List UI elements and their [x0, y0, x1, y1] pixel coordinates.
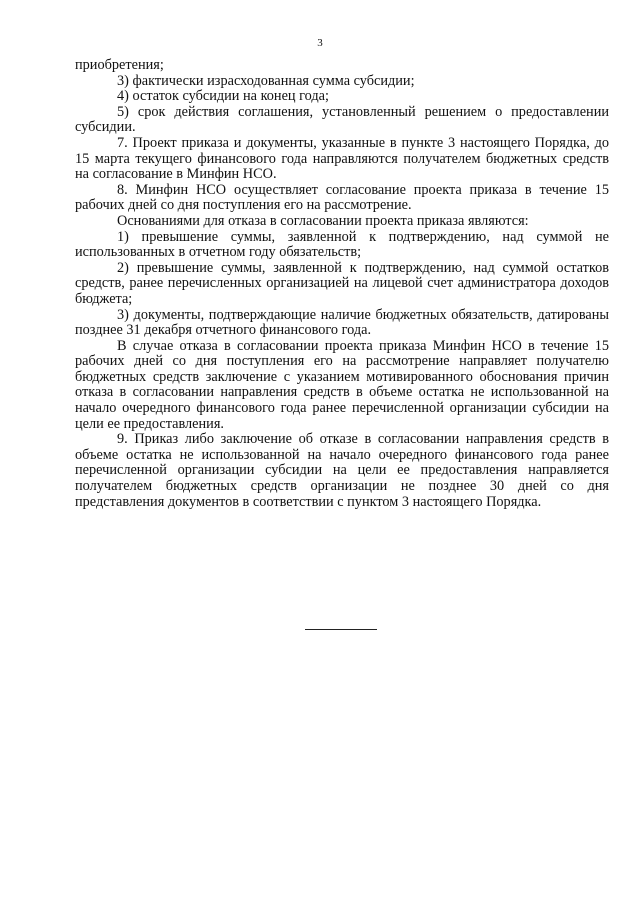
paragraph: 1) превышение суммы, заявленной к подтверждению, над суммой не использованных в отчетном году обязательств; — [75, 228, 609, 261]
paragraph: Основаниями для отказа в согласовании проекта приказа являются: — [117, 212, 529, 229]
paragraph: 9. Приказ либо заключение об отказе в согласовании направления средств в объеме остатка не использованной на начало очередного финансового года ранее перечисленной организации субсидии на цели ее предоставления направляется получателем бюджетных средств организации не позднее 30 дней со дня представления документов в соответствии с пунктом 3 настоящего Порядка. — [75, 431, 609, 510]
paragraph: 4) остаток субсидии на конец года; — [117, 88, 329, 105]
paragraph: 3) фактически израсходованная сумма субсидии; — [117, 72, 415, 89]
paragraph: приобретения; — [75, 57, 164, 73]
end-divider — [305, 629, 377, 630]
paragraph: В случае отказа в согласовании проекта приказа Минфин НСО в течение 15 рабочих дней со дня поступления его на рассмотрение направляет получателю бюджетных средств заключение с указанием мотивированного обоснования причин отказа в согласовании направления средств в объеме остатка не использованной на начало очередного финансового года ранее перечисленной организации субсидии на цели ее предоставления. — [75, 337, 609, 432]
document-body — [75, 58, 609, 510]
page-number: 3 — [317, 37, 323, 49]
paragraph: 8. Минфин НСО осуществляет согласование проекта приказа в течение 15 рабочих дней со дня поступления его на рассмотрение. — [75, 181, 609, 214]
paragraph: 7. Проект приказа и документы, указанные в пункте 3 настоящего Порядка, до 15 марта текущего финансового года направляются получателем бюджетных средств на согласование в Минфин НСО. — [75, 134, 609, 183]
paragraph: 3) документы, подтверждающие наличие бюджетных обязательств, датированы позднее 31 декабря отчетного финансового года. — [75, 306, 609, 339]
paragraph: 5) срок действия соглашения, установленный решением о предоставлении субсидии. — [75, 103, 609, 136]
paragraph: 2) превышение суммы, заявленной к подтверждению, над суммой остатков средств, ранее перечисленных организацией на лицевой счет администратора доходов бюджета; — [75, 259, 609, 307]
